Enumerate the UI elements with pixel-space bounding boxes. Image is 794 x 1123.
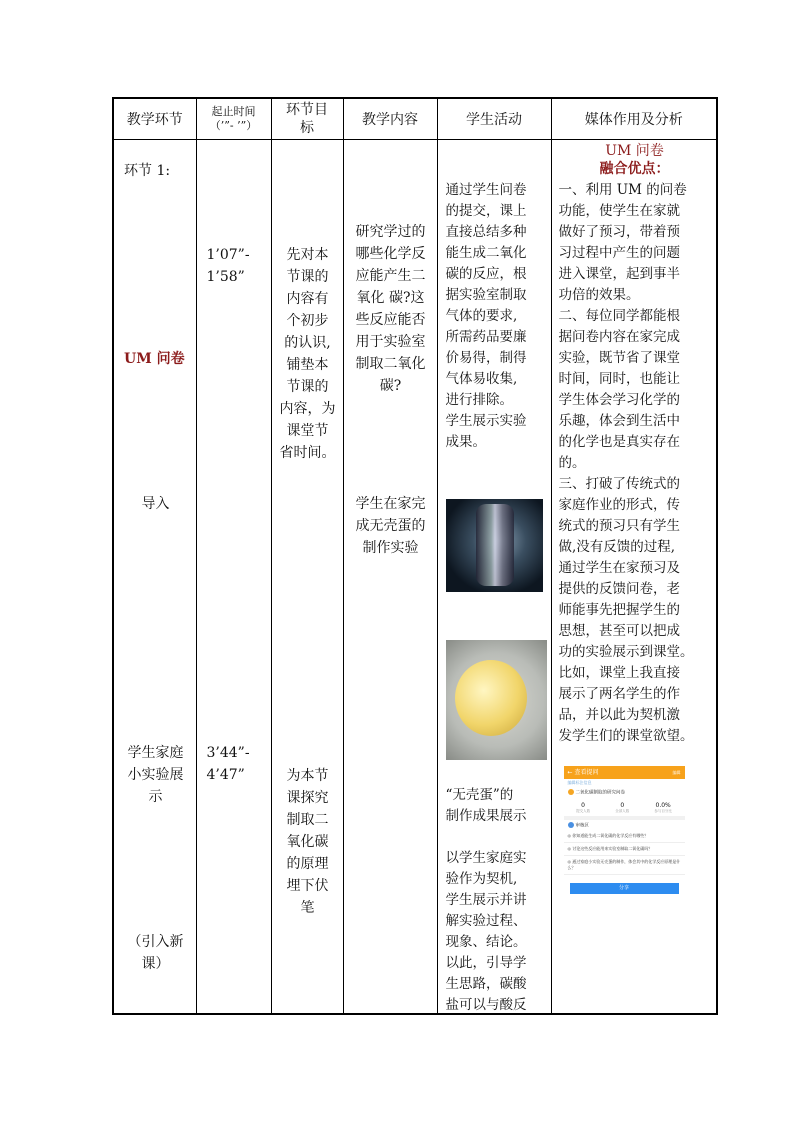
phone-question[interactable]: ◎ 你知道能生成二氧化碳的化学反应有哪些？	[564, 830, 685, 843]
activity1-line: 进行排除。	[445, 392, 513, 408]
phone-screenshot	[564, 766, 685, 968]
cell-goal	[271, 140, 343, 1015]
phone-stat: 0 提交人数	[576, 801, 591, 813]
content1-line: 氧化 碳?这	[356, 290, 425, 306]
lesson-table	[112, 97, 718, 1015]
goal2-line: 为本节	[286, 768, 329, 784]
home-experiment-label	[114, 742, 197, 808]
header-row	[113, 98, 717, 140]
share-button[interactable]: 分享	[570, 883, 679, 894]
time1-end: 1’58”	[206, 269, 245, 285]
header-goal	[271, 98, 343, 140]
photo-caption	[446, 785, 550, 827]
activity1-line: 碳的反应，根	[445, 266, 527, 282]
activity1-line: 成果。	[445, 434, 486, 450]
um-title-line1: UM 问卷	[605, 143, 664, 159]
goal1-line: 节课的	[286, 379, 329, 395]
shellless-egg	[455, 660, 527, 736]
activity1-line: 学生展示实验	[445, 413, 527, 429]
phone-header-edit: 编辑	[672, 770, 681, 775]
media-line: 据问卷内容在家完成	[558, 329, 680, 345]
media-line: 功倍的效果。	[558, 287, 640, 303]
media-line: 时间，同时，也能让	[558, 371, 680, 387]
phone-stat-label: 参与百分比	[654, 808, 672, 813]
content-2	[344, 493, 438, 559]
content2-line: 成无壳蛋的	[355, 518, 426, 534]
phone-stat-label: 提交人数	[576, 808, 591, 813]
phone-stats	[564, 798, 685, 816]
phone-header	[564, 766, 685, 779]
time-range-1	[207, 244, 250, 288]
caption-line: “无壳蛋”的	[445, 787, 514, 803]
media-line: 提供的反馈问卷，老	[558, 581, 680, 597]
phone-item	[564, 787, 685, 798]
goal1-line: 的认识,	[284, 335, 331, 351]
media-line: 三、打破了传统式的	[558, 476, 680, 492]
home-line1: 学生家庭	[127, 745, 184, 761]
media-line: 的。	[558, 455, 586, 471]
cell-time	[196, 140, 271, 1015]
media-line: 统式的预习只有学生	[558, 518, 680, 534]
phone-header-title: 查看提问	[574, 769, 599, 776]
home-line3: 示	[148, 789, 163, 805]
phone-section-title: 审核区	[575, 823, 589, 828]
header-time-format: （’”- ’”）	[209, 119, 258, 132]
questionnaire-icon	[568, 789, 574, 795]
media-line: 实验，既节省了课堂	[558, 350, 680, 366]
bottle-shape	[476, 504, 514, 586]
step-label: 环节 1:	[124, 163, 171, 179]
lead-in-label	[114, 931, 197, 975]
cell-content	[343, 140, 437, 1015]
media-line: 品，并以此为契机激	[558, 707, 680, 723]
content1-line: 研究学过的	[355, 224, 426, 240]
header-time-label: 起止时间	[211, 105, 256, 118]
activity2-line: 以学生家庭实	[445, 850, 527, 866]
header-activity: 学生活动	[437, 98, 551, 140]
header-media: 媒体作用及分析	[551, 98, 717, 140]
media-line: 师能事先把握学生的	[558, 602, 680, 618]
media-analysis	[559, 180, 717, 747]
goal2-line: 课探究	[286, 790, 329, 806]
body-row	[113, 140, 717, 1015]
media-line: 学生体会学习化学的	[558, 392, 680, 408]
home-line2: 小实验展	[127, 767, 184, 783]
activity-2	[446, 848, 550, 1016]
egg-photo	[446, 640, 547, 760]
goal-1	[272, 244, 344, 464]
goal2-line: 制取二	[286, 812, 329, 828]
back-arrow-icon: ←	[567, 769, 573, 776]
activity1-line: 价易得，制得	[445, 350, 527, 366]
header-goal-line1: 环节目	[286, 102, 328, 118]
media-line: 一、利用 UM 的问卷	[558, 182, 687, 198]
goal1-line: 先对本	[286, 247, 329, 263]
media-line: 进入课堂，起到事半	[558, 266, 680, 282]
goal1-line: 铺垫本	[286, 357, 329, 373]
um-title	[552, 142, 718, 178]
activity2-line: 学生展示并讲	[445, 892, 527, 908]
header-teaching-step: 教学环节	[113, 98, 196, 140]
activity1-line: 通过学生问卷	[445, 182, 527, 198]
caption-line: 制作成果展示	[445, 808, 527, 824]
activity1-line: 气体的要求,	[445, 308, 518, 324]
cell-media	[551, 140, 717, 1015]
activity-1	[446, 180, 550, 453]
goal1-line: 课堂节	[286, 423, 329, 439]
phone-section	[564, 820, 685, 831]
bottle-photo	[446, 499, 543, 592]
time1-start: 1’07”-	[206, 247, 250, 263]
goal1-line: 内容有	[286, 291, 329, 307]
header-content: 教学内容	[343, 98, 437, 140]
goal2-line: 埋下伏	[286, 878, 329, 894]
header-goal-line2: 标	[300, 120, 314, 136]
content2-line: 制作实验	[362, 540, 419, 556]
phone-stat: 0.0% 参与百分比	[654, 801, 672, 813]
content1-line: 应能产生二	[355, 268, 426, 284]
goal1-line: 省时间。	[279, 445, 336, 461]
content1-line: 制取二氧化	[355, 356, 426, 372]
lead-line1: （引入新	[127, 934, 184, 950]
phone-question[interactable]: ◎ 通过家庭小实验无壳蛋的制作，体会其中的化学反应原理是什么？	[564, 856, 685, 875]
content1-line: 些反应能否	[355, 312, 426, 328]
um-title-line2: 融合优点：	[599, 161, 670, 177]
media-line: 家庭作业的形式，传	[558, 497, 680, 513]
activity2-line: 验作为契机,	[445, 871, 518, 887]
activity2-line: 现象、结论。	[445, 934, 527, 950]
media-line: 展示了两名学生的作	[558, 686, 680, 702]
goal2-line: 笔	[300, 900, 315, 916]
content2-line: 学生在家完	[355, 496, 426, 512]
activity2-line: 生思路，碳酸	[445, 976, 527, 992]
activity1-line: 能生成二氧化	[445, 245, 527, 261]
phone-sub: 编辑标注信息	[567, 780, 592, 785]
media-line: 乐趣，体会到生活中	[558, 413, 680, 429]
media-line: 功能，使学生在家就	[558, 203, 680, 219]
phone-stat: 0 全部人数	[615, 801, 630, 813]
media-line: 习过程中产生的问题	[558, 245, 680, 261]
phone-question[interactable]: ◎ 讨论这些反应能用来实验室制取二氧化碳吗？	[564, 843, 685, 856]
lead-line2: 课）	[141, 956, 170, 972]
content1-line: 用于实验室	[355, 334, 426, 350]
time2-end: 4’47”	[206, 767, 245, 783]
header-time	[196, 98, 271, 140]
activity2-line: 以此，引导学	[445, 955, 527, 971]
phone-item-title: 二氧化碳制取的研究问卷	[575, 790, 625, 796]
section-icon	[568, 822, 574, 828]
activity1-line: 气体易收集,	[445, 371, 518, 387]
um-label: UM 问卷	[124, 351, 185, 367]
intro-label: 导入	[141, 496, 170, 512]
time2-start: 3’44”-	[206, 745, 250, 761]
activity2-line: 解实验过程、	[445, 913, 527, 929]
media-line: 通过学生在家预习及	[558, 560, 680, 576]
content1-line: 碳?	[379, 378, 402, 394]
media-line: 思想，甚至可以把成	[558, 623, 680, 639]
goal2-line: 的原理	[286, 856, 329, 872]
cell-step	[113, 140, 196, 1015]
goal2-line: 氧化碳	[286, 834, 329, 850]
media-line: 比如，课堂上我直接	[558, 665, 680, 681]
content-1	[344, 221, 438, 397]
media-line: 功的实验展示到课堂。	[558, 644, 694, 660]
media-line: 做,没有反馈的过程,	[558, 539, 676, 555]
goal1-line: 个初步	[286, 313, 329, 329]
activity1-line: 的提交，课上	[445, 203, 527, 219]
phone-stat-label: 全部人数	[615, 808, 630, 813]
media-line: 发学生们的课堂欲望。	[558, 728, 694, 744]
activity1-line: 据实验室制取	[445, 287, 527, 303]
media-line: 的化学也是真实存在	[558, 434, 680, 450]
goal-2	[272, 765, 344, 919]
goal1-line: 内容，为	[279, 401, 336, 417]
activity1-line: 直接总结多种	[445, 224, 527, 240]
content1-line: 哪些化学反	[355, 246, 426, 262]
goal1-line: 节课的	[286, 269, 329, 285]
cell-activity	[437, 140, 551, 1015]
activity1-line: 所需药品要廉	[445, 329, 527, 345]
media-line: 做好了预习，带着预	[558, 224, 680, 240]
time-range-2	[207, 742, 250, 786]
activity2-line: 盐可以与酸反	[445, 997, 527, 1013]
media-line: 二、每位同学都能根	[558, 308, 680, 324]
phone-questions	[564, 830, 685, 875]
